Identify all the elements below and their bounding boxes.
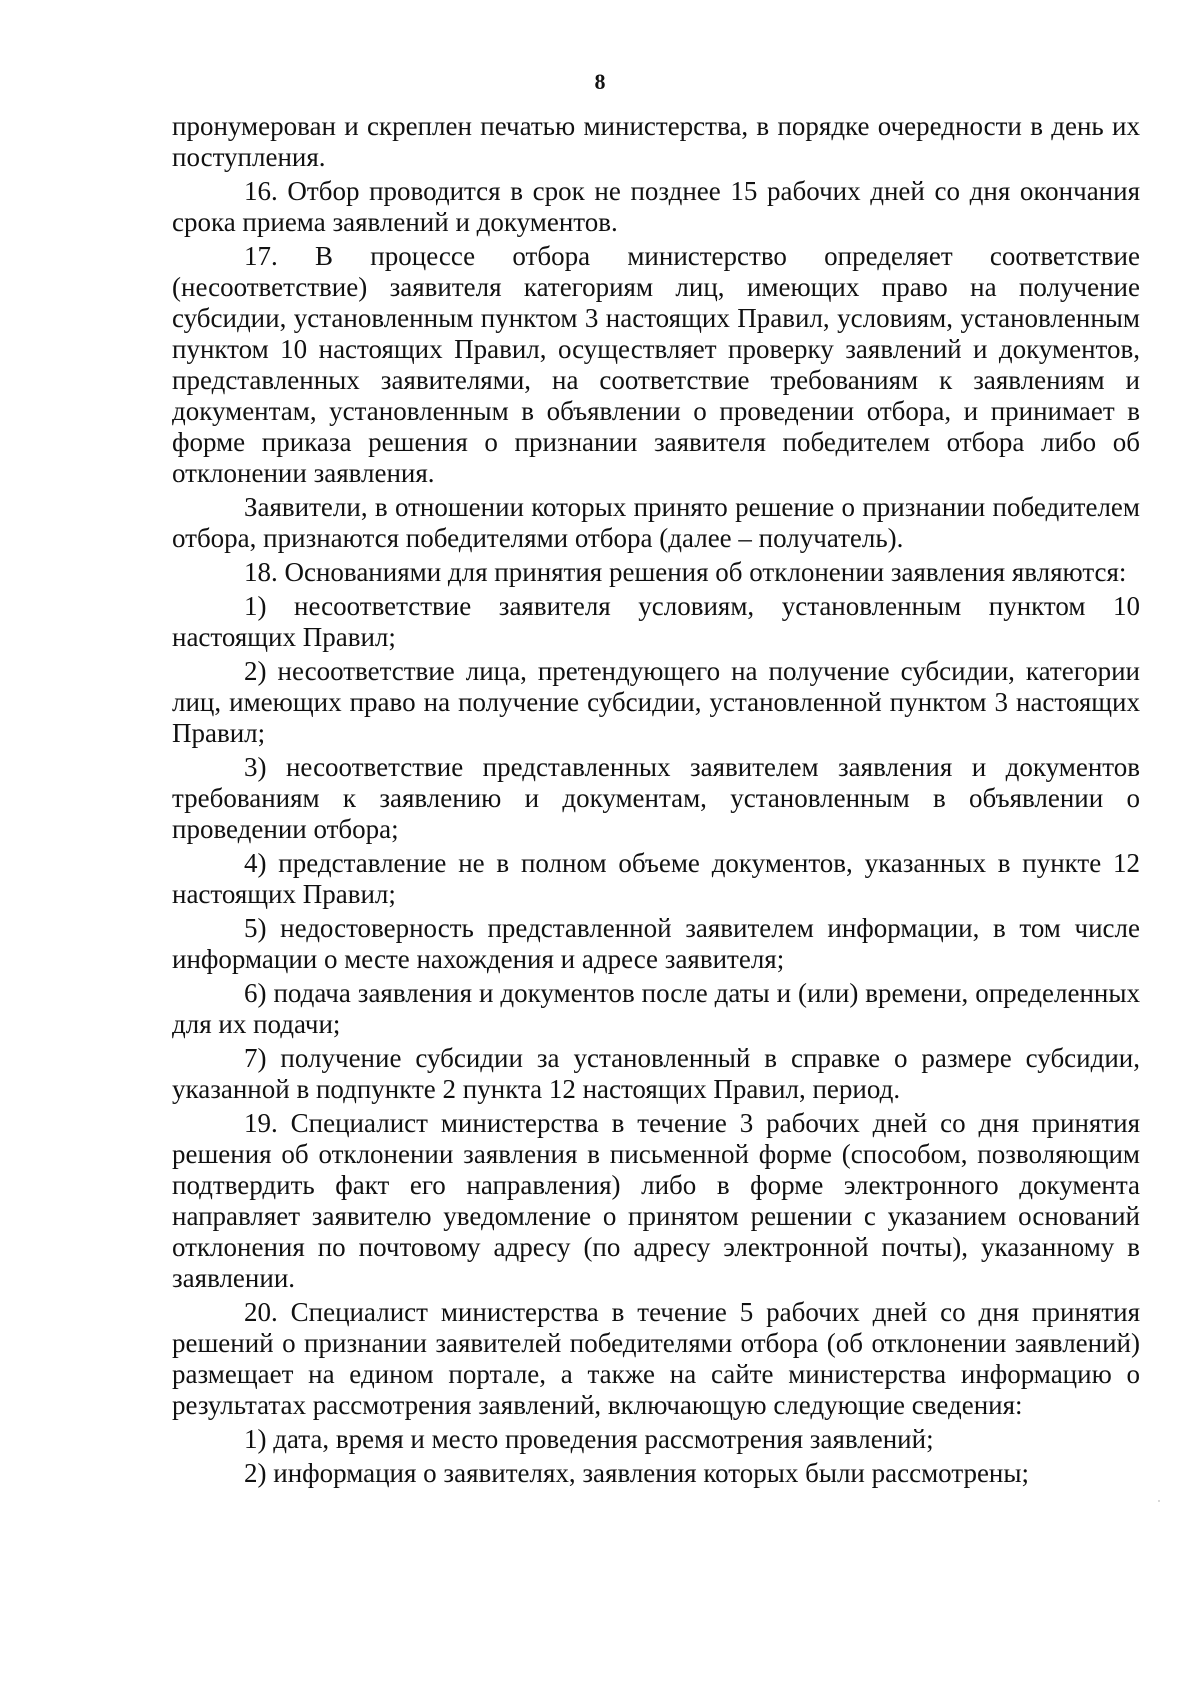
paragraph-continuation: пронумерован и скреплен печатью министерства, в порядке очередности в день их поступления. — [172, 111, 1140, 172]
paragraph-item-19: 19. Специалист министерства в течение 3 рабочих дней со дня принятия решения об отклонении заявления в письменной форме (способом, позволяющим подтвердить факт его направления) либо в форме электронного документа направляет заявителю уведомление о принятом решении с указанием оснований отклонения по почтовому адресу (по адресу электронной почты), указанному в заявлении. — [172, 1108, 1140, 1293]
subitem-20-1: 1) дата, время и место проведения рассмотрения заявлений; — [244, 1424, 934, 1454]
subitem-18-3: 3) несоответствие представленных заявителем заявления и документов требованиям к заявлению и документам, установленным в объявлении о проведении отбора; — [172, 752, 1140, 844]
subitem-18-4: 4) представление не в полном объеме документов, указанных в пункте 12 настоящих Правил; — [172, 848, 1140, 909]
subitem-18-5: 5) недостоверность представленной заявителем информации, в том числе информации о месте нахождения и адресе заявителя; — [172, 913, 1140, 974]
subitem-18-7: 7) получение субсидии за установленный в справке о размере субсидии, указанной в подпункте 2 пункта 12 настоящих Правил, период. — [172, 1043, 1140, 1104]
scan-artifact — [1158, 1500, 1160, 1502]
subitem-20-2: 2) информация о заявителях, заявления которых были рассмотрены; — [244, 1458, 1030, 1488]
paragraph-item-20: 20. Специалист министерства в течение 5 рабочих дней со дня принятия решений о признании заявителей победителями отбора (об отклонении заявлений) размещает на едином портале, а также на сайте министерства информацию о результатах рассмотрения заявлений, включающую следующие сведения: — [172, 1297, 1140, 1420]
paragraph-item-18: 18. Основаниями для принятия решения об отклонении заявления являются: — [244, 557, 1127, 587]
document-body — [172, 111, 1140, 1492]
paragraph-winners: Заявители, в отношении которых принято решение о признании победителем отбора, признаются победителями отбора (далее – получатель). — [172, 492, 1140, 553]
subitem-18-1: 1) несоответствие заявителя условиям, установленным пунктом 10 настоящих Правил; — [172, 591, 1140, 652]
paragraph-item-16: 16. Отбор проводится в срок не позднее 15 рабочих дней со дня окончания срока приема заявлений и документов. — [172, 176, 1140, 237]
subitem-18-2: 2) несоответствие лица, претендующего на получение субсидии, категории лиц, имеющих право на получение субсидии, установленной пунктом 3 настоящих Правил; — [172, 656, 1140, 748]
page-number: 8 — [594, 69, 606, 94]
paragraph-item-17: 17. В процессе отбора министерство определяет соответствие (несоответствие) заявителя категориям лиц, имеющих право на получение субсидии, установленным пунктом 3 настоящих Правил, условиям, установленным пунктом 10 настоящих Правил, осуществляет проверку заявлений и документов, представленных заявителями, на соответствие требованиям к заявлениям и документам, установленным в объявлении о проведении отбора, и принимает в форме приказа решения о признании заявителя победителем отбора либо об отклонении заявления. — [172, 241, 1140, 488]
subitem-18-6: 6) подача заявления и документов после даты и (или) времени, определенных для их подачи; — [172, 978, 1140, 1039]
